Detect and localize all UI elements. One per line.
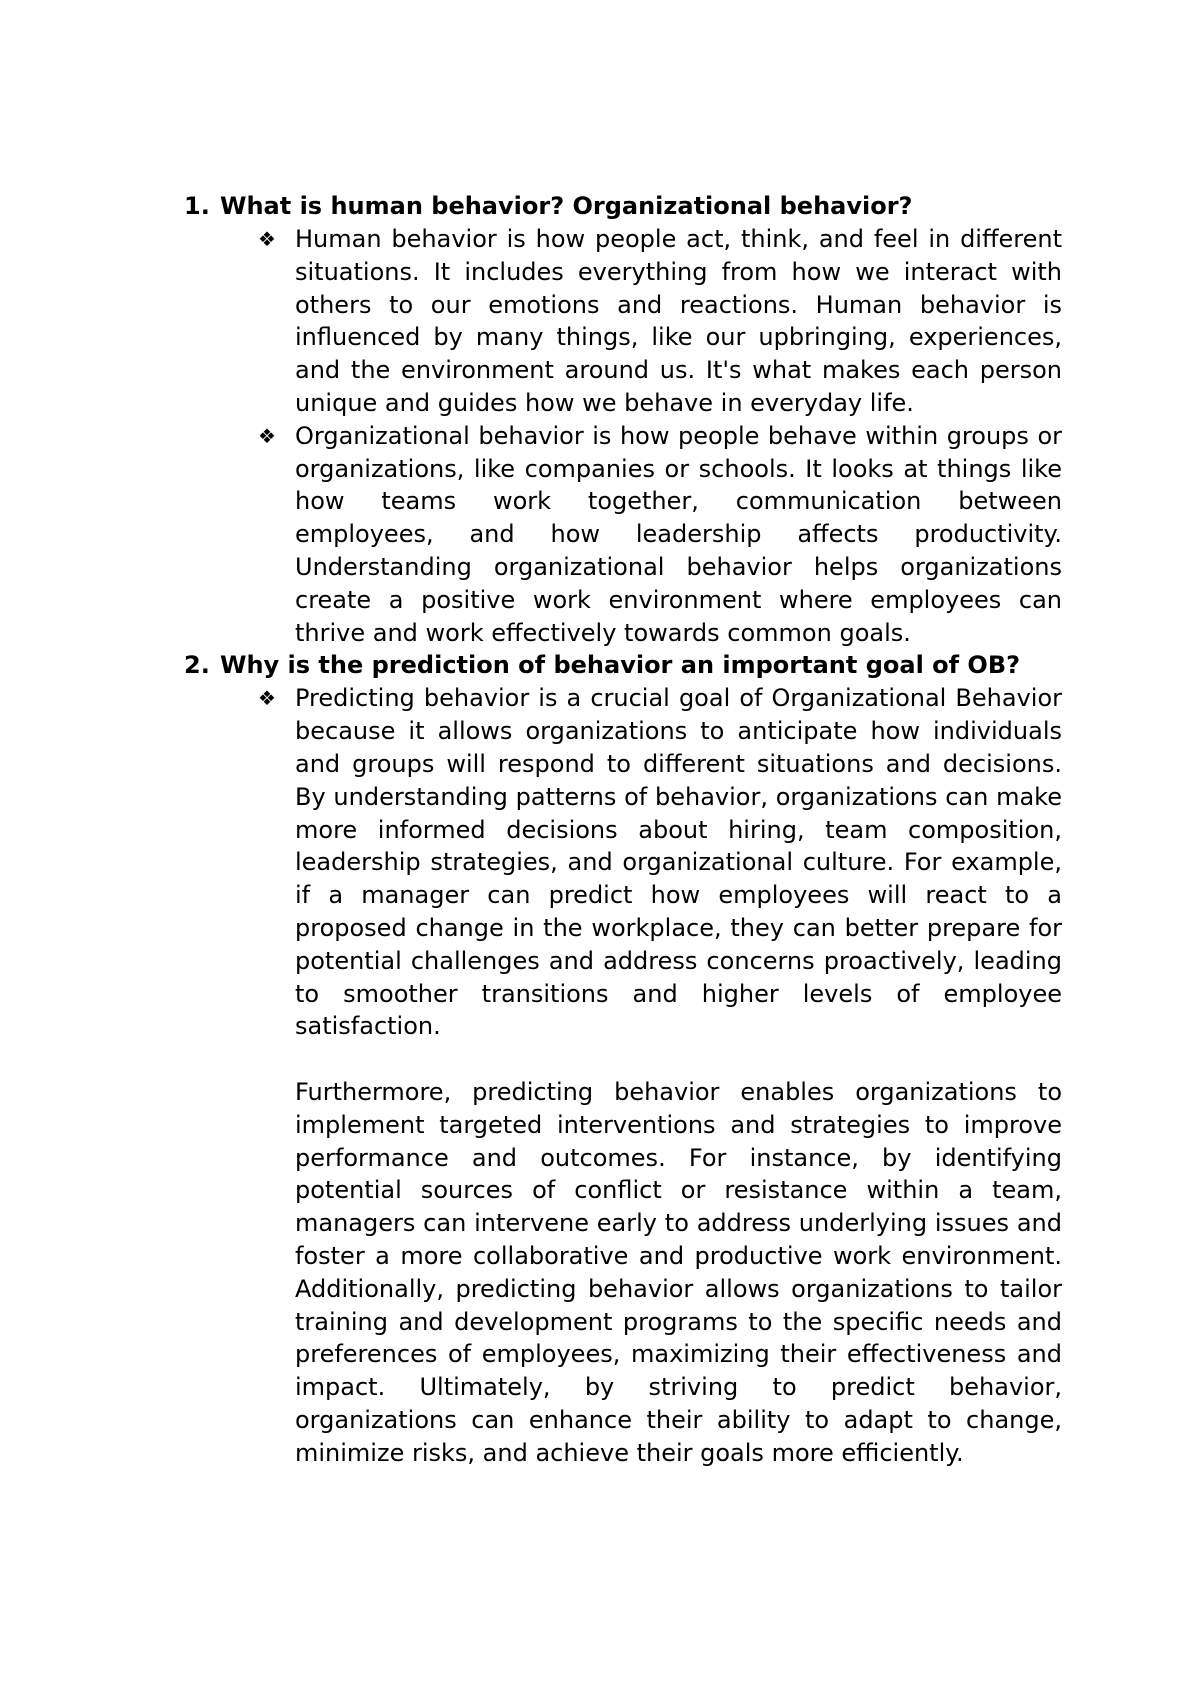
question-title: Why is the prediction of behavior an important goal of OB? bbox=[220, 651, 1021, 680]
answer-paragraph: Human behavior is how people act, think, and feel in different situations. It includes everything from how we interact with others to our emotions and reactions. Human behavior is influenced by many things, like our upbringing, experiences, and the environment around us. It's what makes each person unique and guides how we behave in everyday life. bbox=[295, 225, 1062, 417]
answer-paragraph: Organizational behavior is how people behave within groups or organizations, like companies or schools. It looks at things like how teams work together, communication between employees, and how leadership affects productivity. Understanding organizational behavior helps organizations create a positive work environment where employees can thrive and work effectively towards common goals. bbox=[295, 421, 1062, 647]
document-body bbox=[0, 190, 1200, 1469]
diamond-bullet-icon: ❖ bbox=[258, 227, 276, 251]
question-number: 2. bbox=[184, 651, 210, 680]
answer-bullet-human-behavior bbox=[0, 223, 1062, 420]
answer-paragraph: Predicting behavior is a crucial goal of Organizational Behavior because it allows organizations to anticipate how individuals and groups will respond to different situations and decisions. By understanding patterns of behavior, organizations can make more informed decisions about hiring, team composition, leadership strategies, and organizational culture. For example, if a manager can predict how employees will react to a proposed change in the workplace, they can better prepare for potential challenges and address concerns proactively, leading to smoother transitions and higher levels of employee satisfaction. bbox=[295, 684, 1062, 1041]
diamond-bullet-icon: ❖ bbox=[258, 423, 276, 448]
question-title: What is human behavior? Organizational behavior? bbox=[220, 192, 913, 220]
answer-bullet-prediction bbox=[0, 682, 1062, 1469]
question-1-heading bbox=[0, 190, 1060, 223]
answer-bullet-organizational-behavior bbox=[0, 420, 1062, 650]
question-2-heading bbox=[0, 649, 1060, 682]
answer-paragraph: Furthermore, predicting behavior enables organizations to implement targeted interventions and strategies to improve performance and outcomes. For instance, by identifying potential sources of conflict or resistance within a team, managers can intervene early to address underlying issues and foster a more collaborative and productive work environment. Additionally, predicting behavior allows organizations to tailor training and development programs to the specific needs and preferences of employees, maximizing their effectiveness and impact. Ultimately, by striving to predict behavior, organizations can enhance their ability to adapt to change, minimize risks, and achieve their goals more efficiently. bbox=[295, 1077, 1062, 1467]
diamond-bullet-icon: ❖ bbox=[258, 686, 276, 711]
question-number: 1. bbox=[184, 192, 210, 220]
